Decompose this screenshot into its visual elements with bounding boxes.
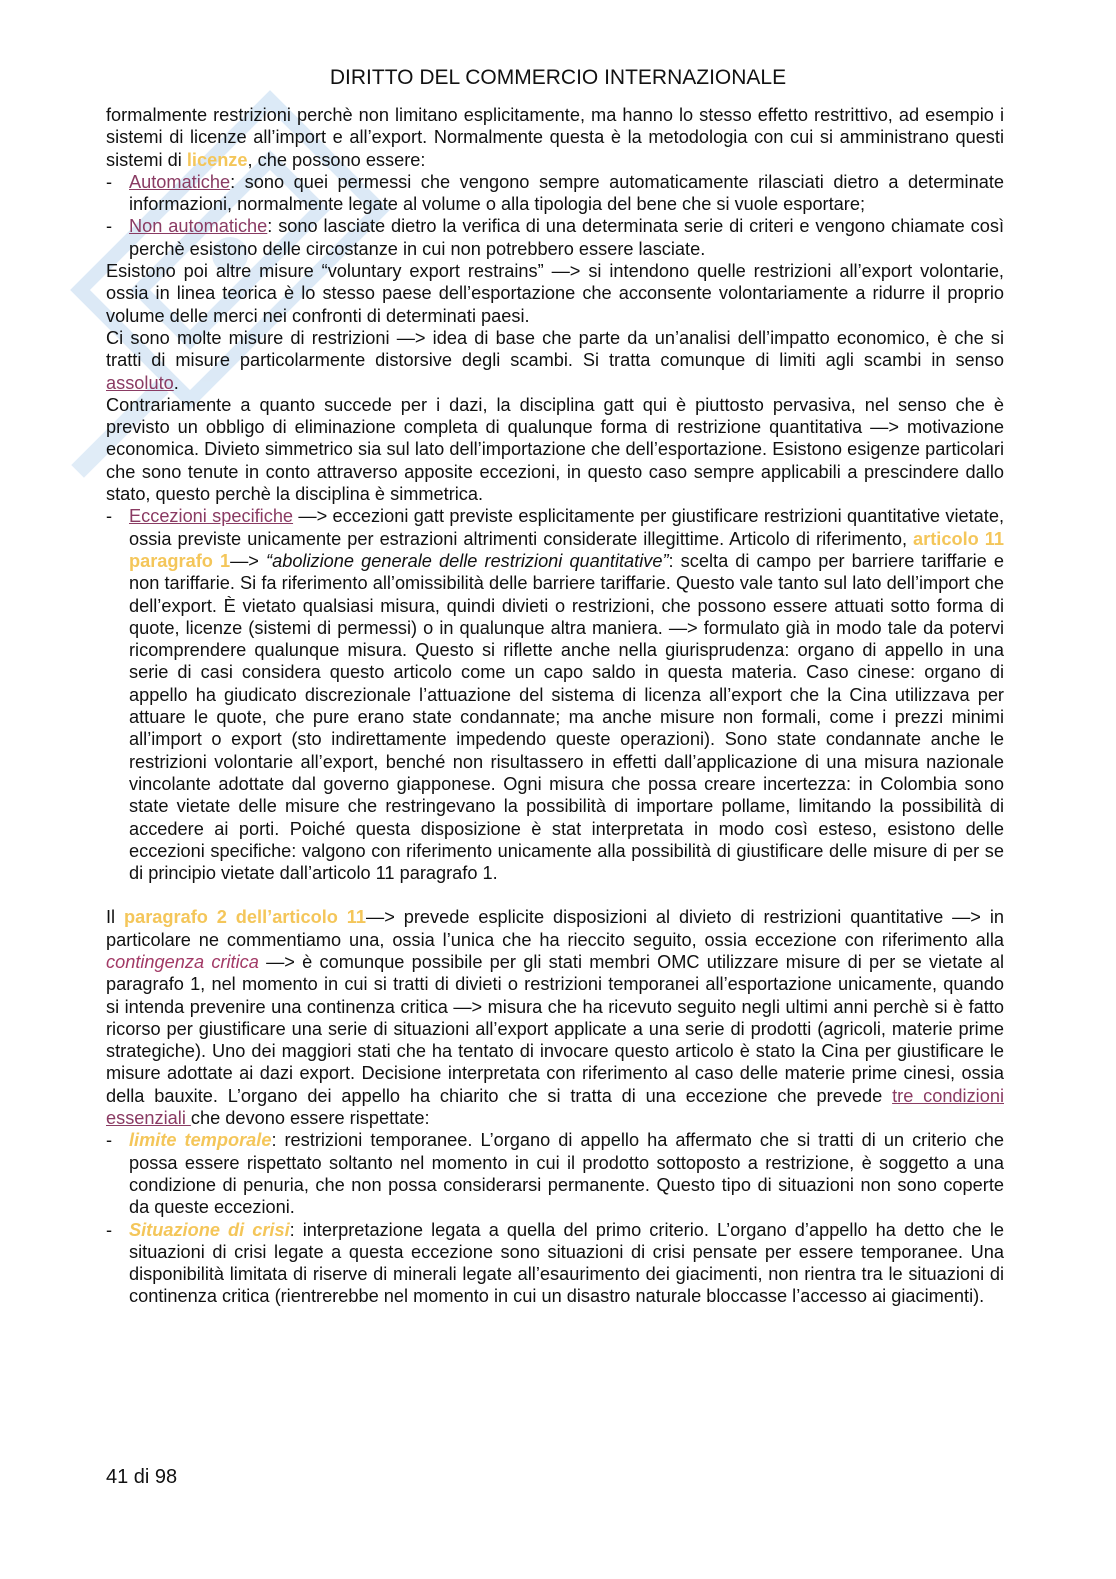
highlight-articolo-11: articolo 11 paragrafo 1 bbox=[129, 528, 1004, 571]
term-tre-condizioni: tre condizioni essenziali bbox=[106, 1085, 1004, 1129]
page-title: DIRITTO DEL COMMERCIO INTERNAZIONALE bbox=[329, 66, 787, 89]
paragraph-gap bbox=[106, 884, 1004, 906]
document-body bbox=[106, 104, 1004, 1308]
quote-abolizione: “abolizione generale delle restrizioni quantitative” bbox=[266, 550, 669, 571]
list-item-automatiche: - Automatiche: sono quei permessi che vengono sempre automaticamente rilasciati dietro a determinate informazioni, normalmente legate al volume o alla tipologia del bene che si vuole esportare; bbox=[106, 171, 1004, 216]
term-non-automatiche: Non automatiche bbox=[129, 216, 268, 237]
list-item-non-automatiche: - Non automatiche: sono lasciate dietro la verifica di una determinata serie di criteri e vengono chiamate così perchè esistono delle circostanze in cui non potrebbero essere lasciate. bbox=[106, 215, 1004, 260]
list-item-limite-temporale: - limite temporale: restrizioni temporanee. L’organo di appello ha affermato che si tratti di un criterio che possa essere rispettato soltanto nel momento in cui il prodotto sottoposto a restrizione, è soggetto a una condizione di penuria, che non possa considerarsi permanente. Questo tipo di situazioni non sono coperte da queste eccezioni. bbox=[106, 1129, 1004, 1218]
list-item-situazione-di-crisi: - Situazione di crisi: interpretazione legata a quella del primo criterio. L’organo d’appello ha detto che le situazioni di crisi legate a questa eccezione sono situazioni di crisi pensate per essere temporanee. Una disponibilità limitata di riserve di minerali legate all’esaurimento dei giacimenti, non rientra tra le situazioni di continenza critica (rientrerebbe nel momento in cui un disastro naturale bloccasse l’accesso ai giacimenti). bbox=[106, 1219, 1004, 1308]
page-number: 41 di 98 bbox=[106, 1466, 178, 1488]
term-automatiche: Automatiche bbox=[129, 171, 231, 192]
term-situazione-di-crisi: Situazione di crisi bbox=[129, 1219, 290, 1240]
term-contingenza-critica: contingenza critica bbox=[106, 951, 259, 972]
paragraph-licenze: formalmente restrizioni perchè non limitano esplicitamente, ma hanno lo stesso effetto restrittivo, ad esempio i sistemi di licenze all’import e all’export. Normalmente questa è la metodologia con cui si amministrano questi sistemi di licenze, che possono essere: bbox=[106, 105, 1004, 170]
paragraph-misure-restrizioni: Ci sono molte misure di restrizioni —> idea di base che parte da un’analisi dell’impatto economico, è che si tratti di misure particolarmente distorsive degli scambi. Si tratta comunque di limiti agli scambi in senso assoluto. bbox=[106, 327, 1004, 393]
paragraph-voluntary-export: Esistono poi altre misure “voluntary export restrains” —> si intendono quelle restrizioni all’export volontarie, ossia in linea teorica è lo stesso paese dell’esportazione che acconsente volontariamente a ridurre il proprio volume delle merci nei confronti di determinati paesi. bbox=[106, 261, 1004, 326]
paragraph-articolo-11-par-2: Il paragrafo 2 dell’articolo 11—> prevede esplicite disposizioni al divieto di restrizioni quantitative —> in particolare ne commentiamo una, ossia l’unica che ha rieccito seguito, ossia eccezione con riferimento alla contingenza critica —> è comunque possibile per gli stati membri OMC utilizzare misure di per se vietate al paragrafo 1, nel momento in cui si tratti di divieti o restrizioni temporanei all’esportazione unicamente, quando si intenda prevenire una continenza critica —> misura che ha ricevuto seguito negli ultimi anni perchè si è fatto ricorso per giustificare una serie di situazioni all’export applicate a una serie di prodotti (agricoli, materie prime strategiche). Uno dei maggiori stati che ha tentato di invocare questo articolo è stato la Cina per giustificare le misure adottate ai dazi export. Decisione interpretata con riferimento al caso delle materie prime cinesi, ossia della bauxite. L’organo dei appello ha chiarito che si tratta di una eccezione che prevede tre condizioni essenziali che devono essere rispettate: bbox=[106, 907, 1004, 1129]
highlight-paragrafo-2: paragrafo 2 dell’articolo 11 bbox=[124, 907, 367, 928]
paragraph-disciplina-gatt: Contrariamente a quanto succede per i dazi, la disciplina gatt qui è piuttosto pervasiva, nel senso che è previsto un obbligo di eliminazione completa di qualunque forma di restrizione quantitativa —> motivazione economica. Divieto simmetrico sia sul lato dell’importazione che dell’esportazione. Esistono esigenze particolari che sono tenute in conto attraverso apposite eccezioni, in questo caso sempre applicabili a prescindere dallo stato, questo perchè la disciplina è simmetrica. bbox=[106, 394, 1004, 505]
highlight-licenze: licenze bbox=[186, 149, 248, 170]
list-item-eccezioni-specifiche: - Eccezioni specifiche —> eccezioni gatt previste esplicitamente per giustificare restrizioni quantitative vietate, ossia previste unicamente per estrazioni altrimenti considerate illegittime. Articolo di riferimento, articolo 11 paragrafo 1—> “abolizione generale delle restrizioni quantitative”: scelta di campo per barriere tariffarie e non tariffarie. Si fa riferimento all’omissibilità delle barriere tariffarie. Questo vale tanto sul lato dell’import che dell’export. È vietato qualsiasi misura, quindi divieti o restrizioni, che possono essere attuati sotto forma di quote, licenze (sistemi di permessi) o in qualunque altra maniera. —> formulato già in modo tale da potervi ricomprendere qualunque misura. Questo si riflette anche nella giurisprudenza: organo di appello in una serie di casi considera questo articolo come un capo saldo in questa materia. Caso cinese: organo di appello ha giudicato discrezionale l’attuazione del sistema di licenza all’export che la Cina utilizzava per attuare le quote, che pure erano state condannate; ma anche misure non formali, come i prezzi minimi all’import o export (sto indirettamente impedendo queste operazioni). Sono state condannate anche le restrizioni volontarie all’export, benché non risultassero in effetti dall’applicazione di una misura nazionale vincolante adottate dal governo giapponese. Ogni misura che possa creare incertezza: in Colombia sono state vietate delle misure che restringevano la possibilità di importare pollame, limitando la possibilità di accedere ai porti. Poiché questa disposizione è stat interpretata in modo così esteso, esistono delle eccezioni specifiche: valgono con riferimento unicamente alla possibilità di giustificare delle misure di per se di principio vietate dall’articolo 11 paragrafo 1. bbox=[106, 505, 1004, 884]
term-assoluto: assoluto bbox=[106, 372, 174, 393]
term-limite-temporale: limite temporale bbox=[129, 1130, 272, 1151]
term-eccezioni-specifiche: Eccezioni specifiche bbox=[129, 506, 294, 527]
